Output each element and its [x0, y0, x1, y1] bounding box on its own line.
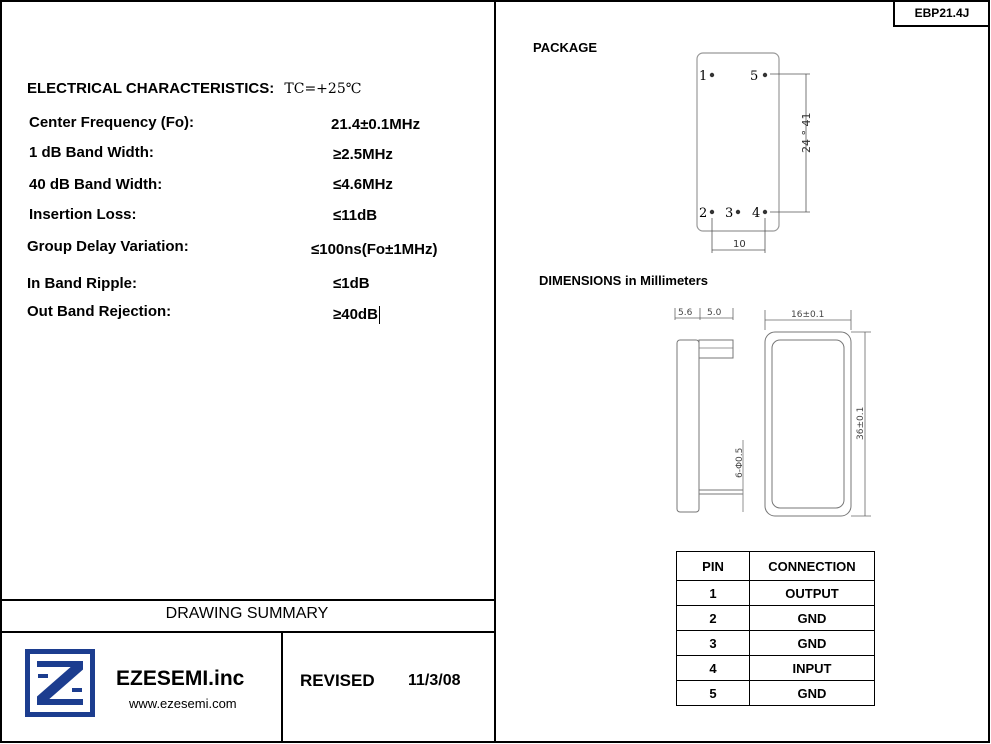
spec-value-band-ripple: ≤1dB: [333, 275, 370, 292]
pin-number: 5: [677, 681, 750, 706]
pin-connection: INPUT: [750, 656, 875, 681]
package-pin-4-label: 4: [752, 206, 761, 221]
company-name: EZESEMI.inc: [116, 667, 245, 690]
spec-label-center-frequency: Center Frequency (Fo):: [29, 114, 195, 131]
pin-number: 2: [677, 606, 750, 631]
part-number: EBP21.4J: [893, 2, 989, 27]
pin-column-header: PIN: [677, 552, 750, 581]
pin-connection: GND: [750, 606, 875, 631]
company-website: www.ezesemi.com: [129, 696, 237, 711]
spec-value-40db-bandwidth: ≤4.6MHz: [333, 176, 393, 193]
summary-divider: [281, 631, 283, 743]
revised-label: REVISED: [300, 671, 375, 690]
spec-label-group-delay: Group Delay Variation:: [27, 238, 189, 255]
ezesemi-logo-icon: [24, 648, 96, 718]
package-pin-2-label: 2: [699, 206, 708, 221]
pin-number: 3: [677, 631, 750, 656]
spec-label-insertion-loss: Insertion Loss:: [29, 206, 137, 223]
package-pin-5-label: 5: [750, 69, 759, 84]
side-dimension-a: 5.6: [678, 308, 693, 318]
package-pin-1-label: 1: [699, 69, 708, 84]
electrical-heading: ELECTRICAL CHARACTERISTICS: TC=+25℃: [27, 80, 362, 97]
spec-label-1db-bandwidth: 1 dB Band Width:: [29, 144, 154, 161]
drawing-summary-title: DRAWING SUMMARY: [165, 605, 329, 622]
package-pin-3-label: 3: [725, 206, 734, 221]
package-width-dimension: 10: [733, 239, 746, 250]
pin-diameter-dimension: 6-Φ0.5: [735, 447, 745, 478]
package-drawing: [680, 48, 830, 258]
package-heading: PACKAGE: [533, 40, 598, 55]
table-row: [677, 631, 875, 656]
spec-label-out-band-rejection: Out Band Rejection:: [27, 303, 172, 320]
pin-number: 1: [677, 581, 750, 606]
pin-connection: OUTPUT: [750, 581, 875, 606]
spec-label-40db-bandwidth: 40 dB Band Width:: [29, 176, 163, 193]
side-dimension-b: 5.0: [707, 308, 722, 318]
pin-number: 4: [677, 656, 750, 681]
revised-date: 11/3/08: [408, 672, 461, 689]
table-row: [677, 681, 875, 706]
front-height-dimension: 36±0.1: [856, 406, 866, 440]
temperature-condition: TC=+25℃: [284, 81, 362, 97]
text-cursor: [379, 306, 380, 324]
spec-value-insertion-loss: ≤11dB: [333, 207, 378, 224]
spec-value-group-delay: ≤100ns(Fo±1MHz): [311, 241, 438, 258]
spec-value-1db-bandwidth: ≥2.5MHz: [333, 146, 393, 163]
pin-connection: GND: [750, 681, 875, 706]
connection-column-header: CONNECTION: [750, 552, 875, 581]
spec-label-band-ripple: In Band Ripple:: [27, 275, 137, 292]
spec-value-center-frequency: 21.4±0.1MHz: [331, 116, 421, 133]
summary-mid-line: [0, 631, 496, 633]
dimensions-heading: DIMENSIONS in Millimeters: [539, 273, 709, 288]
pin-connection: GND: [750, 631, 875, 656]
front-width-dimension: 16±0.1: [791, 310, 825, 320]
summary-top-line: [0, 599, 496, 601]
table-header-row: [677, 552, 875, 581]
table-row: [677, 606, 875, 631]
dimensions-drawing: [665, 300, 875, 525]
table-row: [677, 656, 875, 681]
table-row: [677, 581, 875, 606]
pin-connection-table: [676, 551, 875, 706]
spec-value-out-band-rejection: ≥40dB: [333, 306, 378, 323]
package-height-dimension: 24 ° 41: [800, 112, 813, 153]
